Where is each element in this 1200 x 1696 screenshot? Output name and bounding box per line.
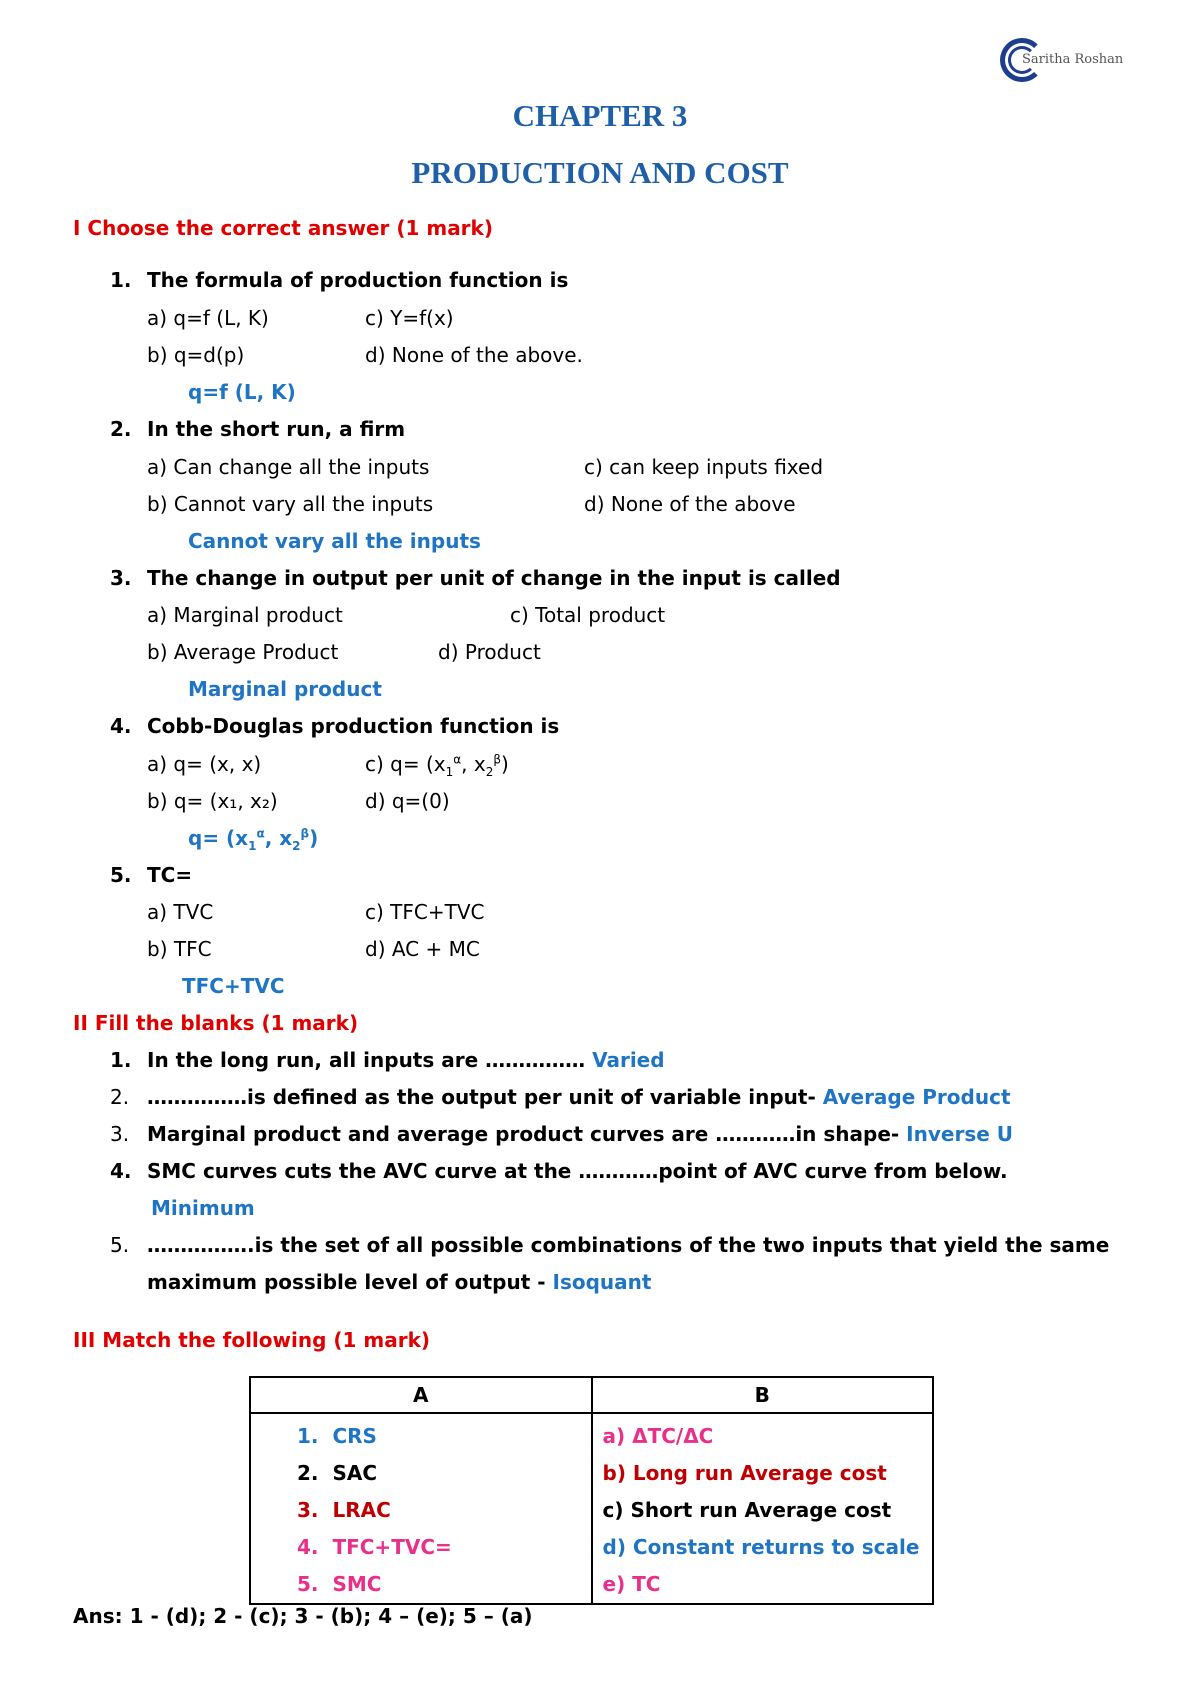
- match-b-item: a) ΔTC/ΔC: [602, 1424, 714, 1448]
- match-table: [249, 1376, 934, 1605]
- logo-text: Saritha Roshan: [1022, 52, 1124, 67]
- fill-4-number: 4.: [110, 1159, 132, 1183]
- q1-text: The formula of production function is: [147, 268, 569, 292]
- match-a-item: 3. LRAC: [297, 1498, 391, 1522]
- q3-option-c: c) Total product: [510, 603, 666, 627]
- match-a-item: 1. CRS: [297, 1424, 377, 1448]
- q5-text: TC=: [147, 863, 193, 887]
- q5-option-a: a) TVC: [147, 900, 214, 924]
- q4-text: Cobb-Douglas production function is: [147, 714, 560, 738]
- fill-5-answer: Isoquant: [552, 1270, 652, 1294]
- match-b-item: d) Constant returns to scale: [602, 1535, 920, 1559]
- q3-answer: Marginal product: [188, 677, 382, 701]
- q2-option-d: d) None of the above: [584, 492, 796, 516]
- q5-option-c: c) TFC+TVC: [365, 900, 485, 924]
- q3-option-d: d) Product: [438, 640, 541, 664]
- q3-option-b: b) Average Product: [147, 640, 339, 664]
- match-col-a: [250, 1413, 592, 1604]
- fill-2-answer: Average Product: [822, 1085, 1011, 1109]
- q4-option-b: b) q= (x₁, x₂): [147, 789, 278, 813]
- q3-number: 3.: [110, 566, 132, 590]
- fill-3-number: 3.: [110, 1122, 130, 1146]
- q2-option-c: c) can keep inputs fixed: [584, 455, 824, 479]
- q4-option-a: a) q= (x, x): [147, 752, 262, 776]
- q1-answer: q=f (L, K): [188, 380, 296, 404]
- q3-option-a: a) Marginal product: [147, 603, 343, 627]
- fill-2-text: ……………is defined as the output per unit of variable input- Average Product: [147, 1085, 1011, 1109]
- match-answer: Ans: 1 - (d); 2 - (c); 3 - (b); 4 – (e); 5 – (a): [73, 1604, 533, 1628]
- fill-5-text: …………….is the set of all possible combinations of the two inputs that yield the same: [147, 1233, 1110, 1257]
- match-b-item: b) Long run Average cost: [602, 1461, 887, 1485]
- section-3-heading: III Match the following (1 mark): [73, 1328, 431, 1352]
- q1-option-b: b) q=d(p): [147, 343, 245, 367]
- q4-number: 4.: [110, 714, 132, 738]
- fill-1-number: 1.: [110, 1048, 132, 1072]
- fill-4-answer: Minimum: [151, 1196, 255, 1220]
- fill-2-number: 2.: [110, 1085, 130, 1109]
- match-col-b: [592, 1413, 934, 1604]
- q5-number: 5.: [110, 863, 132, 887]
- q5-option-b: b) TFC: [147, 937, 212, 961]
- fill-3-text: Marginal product and average product curves are …………in shape- Inverse U: [147, 1122, 1013, 1146]
- q4-answer: $q= (x_1^\alpha$, $x_2^\beta$): [188, 826, 319, 853]
- match-col-a-header: A: [250, 1377, 592, 1413]
- q3-text: The change in output per unit of change in the input is called: [147, 566, 841, 590]
- q2-text: In the short run, a firm: [147, 417, 406, 441]
- q1-option-a: a) q=f (L, K): [147, 306, 269, 330]
- match-col-b-header: B: [592, 1377, 934, 1413]
- section-2-heading: II Fill the blanks (1 mark): [73, 1011, 359, 1035]
- fill-1-answer: Varied: [592, 1048, 665, 1072]
- fill-3-answer: Inverse U: [906, 1122, 1013, 1146]
- section-1-heading: I Choose the correct answer (1 mark): [73, 216, 493, 240]
- fill-5-number: 5.: [110, 1233, 130, 1257]
- q4-option-c: c) $q= (x_1^\alpha$, $x_2^\beta$): [365, 752, 509, 779]
- fill-5-text-line2: maximum possible level of output - Isoquant: [147, 1270, 652, 1294]
- match-a-item: 2. SAC: [297, 1461, 378, 1485]
- q2-answer: Cannot vary all the inputs: [188, 529, 481, 553]
- q1-option-c: c) Y=f(x): [365, 306, 454, 330]
- q5-option-d: d) AC + MC: [365, 937, 480, 961]
- q5-answer: TFC+TVC: [182, 974, 285, 998]
- q4-option-d: d) q=(0): [365, 789, 450, 813]
- match-a-item: 5. SMC: [297, 1572, 382, 1596]
- match-b-item: c) Short run Average cost: [602, 1498, 892, 1522]
- q1-number: 1.: [110, 268, 132, 292]
- q1-option-d: d) None of the above.: [365, 343, 583, 367]
- q2-option-a: a) Can change all the inputs: [147, 455, 430, 479]
- fill-4-text: SMC curves cuts the AVC curve at the …………point of AVC curve from below.: [147, 1159, 1008, 1183]
- chapter-heading: CHAPTER 3: [512, 98, 688, 133]
- page-title: PRODUCTION AND COST: [411, 155, 789, 190]
- fill-1-text: In the long run, all inputs are …………… Varied: [147, 1048, 665, 1072]
- match-a-item: 4. TFC+TVC=: [297, 1535, 452, 1559]
- q2-number: 2.: [110, 417, 132, 441]
- q2-option-b: b) Cannot vary all the inputs: [147, 492, 434, 516]
- match-b-item: e) TC: [602, 1572, 661, 1596]
